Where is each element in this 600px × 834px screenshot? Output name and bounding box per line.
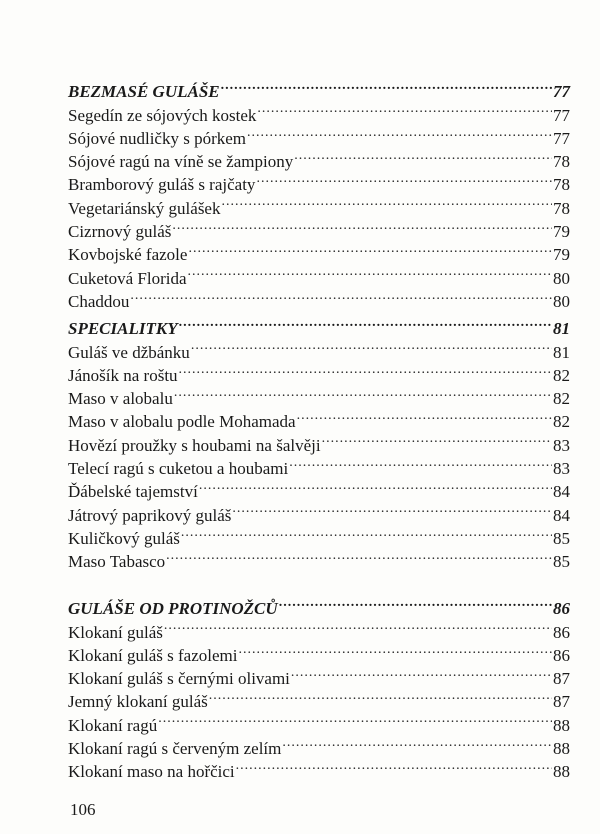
entry-page: 88 [553,762,570,782]
entry-title: Jánošík na roštu [68,365,178,385]
entry-page: 84 [553,482,570,502]
toc-section [68,311,570,572]
toc-entry [68,284,570,311]
dot-leader [239,638,553,661]
entry-title: Sójové ragú na víně se žampiony [68,152,294,172]
dot-leader [188,260,552,283]
entry-title: Hovězí proužky s houbami na šalvěji [68,435,321,455]
dot-leader [174,381,552,404]
section-heading [68,311,570,339]
dot-leader [199,474,552,497]
dot-leader [297,404,552,427]
entry-title: Maso v alobalu [68,389,173,409]
entry-title: Maso Tabasco [68,552,166,572]
dot-leader [166,544,552,567]
entry-title: Cizrnový guláš [68,222,172,242]
entry-page: 86 [553,622,570,642]
entry-page: 86 [553,599,570,619]
page-number: 106 [70,800,96,819]
entry-page: 81 [553,319,570,339]
entry-page: 82 [553,365,570,385]
entry-title: Ďábelské tajemství [68,482,198,502]
entry-title: Guláš ve džbánku [68,342,190,362]
entry-page: 87 [553,669,570,689]
section-heading [68,591,570,619]
dot-leader [209,684,552,707]
entry-page: 86 [553,645,570,665]
entry-title: Chaddou [68,291,130,311]
entry-page: 82 [553,412,570,432]
dot-leader [282,731,552,754]
entry-title: Vegetariánský gulášek [68,198,221,218]
entry-page: 77 [553,105,570,125]
entry-page: 87 [553,692,570,712]
dot-leader [221,190,552,213]
dot-leader [172,214,552,237]
dot-leader [221,74,552,97]
entry-page: 81 [553,342,570,362]
entry-title: Kuličkový guláš [68,528,180,548]
dot-leader [247,121,552,144]
entry-title: Sójové nudličky s pórkem [68,128,247,148]
entry-page: 83 [553,435,570,455]
dot-leader [191,334,552,357]
entry-title: Segedín ze sójových kostek [68,105,257,125]
entry-title: SPECIALITKY [68,319,178,339]
entry-title: Játrový paprikový guláš [68,505,232,525]
entry-title: BEZMASÉ GULÁŠE [68,82,220,102]
dot-leader [179,358,552,381]
entry-page: 79 [553,245,570,265]
entry-title: Jemný klokaní guláš [68,692,208,712]
entry-title: Klokaní ragú [68,715,158,735]
entry-title: GULÁŠE OD PROTINOŽCŮ [68,599,278,619]
entry-page: 82 [553,389,570,409]
dot-leader [236,754,552,777]
entry-page: 79 [553,222,570,242]
dot-leader [256,167,552,190]
entry-page: 78 [553,175,570,195]
entry-page: 77 [553,128,570,148]
entry-page: 77 [553,82,570,102]
entry-title: Klokaní maso na hořčici [68,762,235,782]
entry-title: Kovbojské fazole [68,245,188,265]
entry-page: 80 [553,268,570,288]
entry-title: Maso v alobalu podle Mohamada [68,412,296,432]
dot-leader [164,614,552,637]
dot-leader [181,521,552,544]
dot-leader [291,661,552,684]
dot-leader [188,237,552,260]
entry-page: 80 [553,291,570,311]
entry-page: 84 [553,505,570,525]
entry-page: 85 [553,552,570,572]
entry-page: 88 [553,739,570,759]
entry-title: Klokaní guláš s černými olivami [68,669,290,689]
toc-section [68,591,570,782]
dot-leader [322,427,552,450]
entry-page: 85 [553,528,570,548]
dot-leader [294,144,552,167]
dot-leader [158,707,552,730]
entry-title: Klokaní guláš s fazolemi [68,645,238,665]
entry-title: Bramborový guláš s rajčaty [68,175,256,195]
entry-page: 78 [553,198,570,218]
dot-leader [130,284,552,307]
dot-leader [289,451,552,474]
entry-title: Klokaní guláš [68,622,163,642]
entry-title: Klokaní ragú s červeným zelím [68,739,282,759]
entry-page: 83 [553,459,570,479]
entry-title: Telecí ragú s cuketou a houbami [68,459,289,479]
toc-section [68,74,570,311]
dot-leader [279,591,552,614]
dot-leader [179,311,552,334]
dot-leader [232,497,552,520]
entry-title: Cuketová Florida [68,268,187,288]
section-heading [68,74,570,102]
entry-page: 78 [553,152,570,172]
entry-page: 88 [553,715,570,735]
dot-leader [257,97,552,120]
